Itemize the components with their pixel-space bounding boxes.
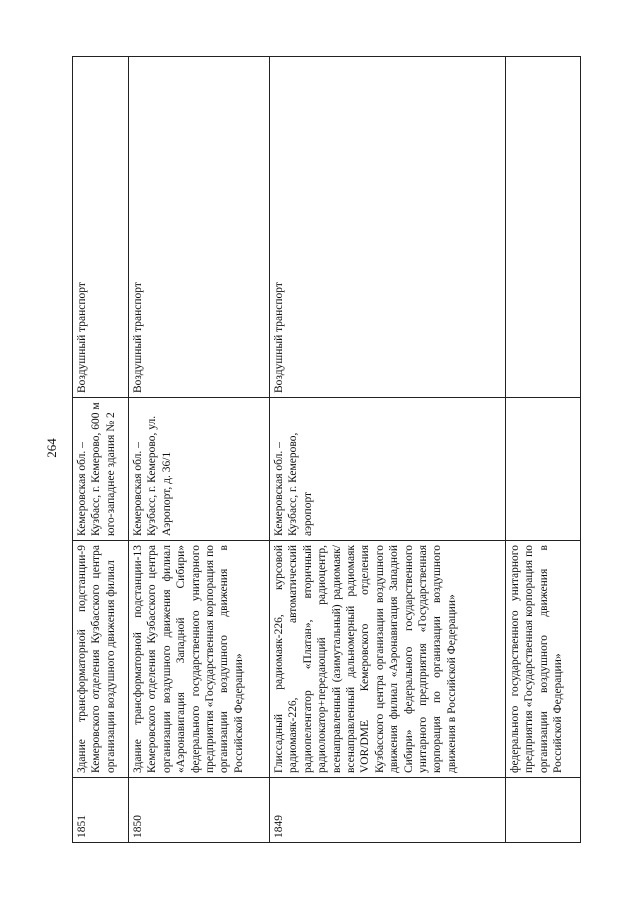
row-category-cell: Воздушный транспорт [73, 57, 129, 398]
row-number-cell: 1851 [73, 778, 129, 843]
row-name-cell [270, 541, 506, 778]
rotated-table-area [72, 57, 580, 843]
row-category-cell: Воздушный транспорт [129, 57, 270, 398]
row-name-text: федерального государственного унитарного предприятия «Государственная корпорация по организации воздушного движения в Российской Федерации» [509, 545, 565, 773]
row-name-cell [129, 541, 270, 778]
row-category-cell: Воздушный транспорт [270, 57, 506, 398]
table-row [129, 57, 270, 843]
page-number: 264 [44, 438, 59, 458]
row-name-text: Здание трансформаторной подстанции-13 Кемеровского отделения Кузбасского центра организации воздушного движения филиал «Аэронавигация Западной Сибири» федерального государственного унитарного предприятия «Государственная корпорация по организации воздушного движения в Российской Федерации» [132, 545, 245, 773]
row-number-cell [506, 778, 581, 843]
registry-table [72, 56, 581, 843]
table-row [270, 57, 506, 843]
row-name-text: Здание трансформаторной подстанции-9 Кемеровского отделения Кузбасского центра организации воздушного движения филиал [76, 545, 117, 773]
row-category-cell [506, 57, 581, 398]
row-address-cell [506, 398, 581, 541]
row-number-cell: 1850 [129, 778, 270, 843]
row-address-cell: Кемеровская обл. – Кузбасс, г. Кемерово, 600 м юго-западнее здания № 2 [73, 398, 129, 541]
row-name-cell [506, 541, 581, 778]
row-name-cell [73, 541, 129, 778]
table-row [73, 57, 129, 843]
row-name-text: Глиссадный радиомаяк-226, курсовой радиомаяк-226, автоматический радиопеленгатор «Платан», вторичный радиолокатор+передающий радиоцентр, всенаправленный (азимутальный) радиомаяк/всенаправленный дальномерный радиомаяк VOR/DME Кемеровского отделения Кузбасского центра организации воздушного движения филиал «Аэронавигация Западной Сибири» федерального государственного унитарного предприятия «Государственная корпорация по организации воздушного движения в Российской Федерации» [273, 545, 458, 773]
row-address-cell: Кемеровская обл. – Кузбасс, г. Кемерово, ул. Аэропорт, д. 36/1 [129, 398, 270, 541]
table-row [506, 57, 581, 843]
row-number-cell: 1849 [270, 778, 506, 843]
row-address-cell: Кемеровская обл. – Кузбасс, г. Кемерово, аэропорт [270, 398, 506, 541]
registry-table-container [72, 57, 580, 843]
